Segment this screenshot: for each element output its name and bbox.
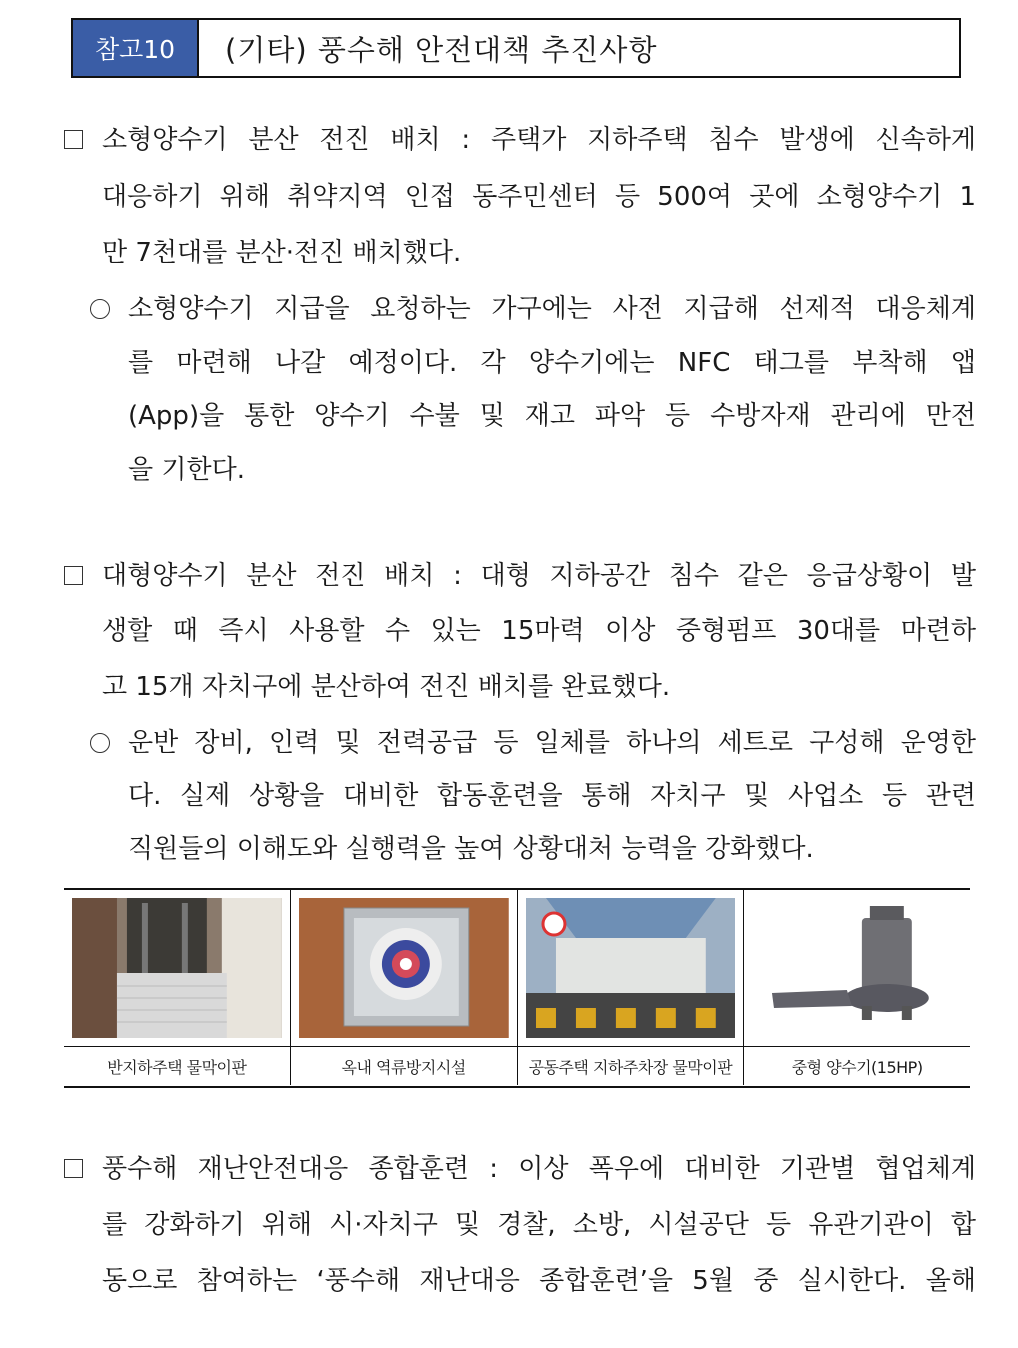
photo-caption: 공동주택 지하주차장 물막이판 [518,1047,745,1085]
section2-sub-line: 직원들의 이해도와 실행력을 높여 상황대처 능력을 강화했다. [128,834,814,864]
section2-line: 생할 때 즉시 사용할 수 있는 15마력 이상 중형펌프 30대를 마련하 [102,616,976,646]
photo-caption: 옥내 역류방지시설 [291,1047,518,1085]
photo-caption: 중형 양수기(15HP) [791,1057,923,1077]
section3-line: 동으로 참여하는 ‘풍수해 재난대응 종합훈련’을 5월 중 실시한다. 올해 [102,1266,976,1296]
reference-tag: 참고10 [73,20,199,76]
section1-line: 대응하기 위해 취약지역 인접 동주민센터 등 500여 곳에 소형양수기 1 [102,182,976,212]
section2-line: 대형양수기 분산 전진 배치 : 대형 지하공간 침수 같은 응급상황이 발 [102,561,976,591]
section2-line: 고 15개 자치구에 분산하여 전진 배치를 완료했다. [102,672,671,702]
photo-caption: 반지하주택 물막이판 [64,1047,291,1085]
page-title: (기타) 풍수해 안전대책 추진사항 [225,32,658,67]
photo-cell [744,890,970,1046]
section1-sub-line: (App)을 통한 양수기 수불 및 재고 파악 등 수방자재 관리에 만전 [128,401,976,431]
photo-cell [64,890,291,1046]
section3-line: 풍수해 재난안전대응 종합훈련 : 이상 폭우에 대비한 기관별 협업체계 [102,1154,976,1184]
section2-sub-line: 다. 실제 상황을 대비한 합동훈련을 통해 자치구 및 사업소 등 관련 [128,781,976,811]
section3-line: 를 강화하기 위해 시·자치구 및 경찰, 소방, 시설공단 등 유관기관이 합 [102,1210,976,1240]
flood-barrier-basement-photo [72,898,282,1038]
section1-line: 만 7천대를 분산·전진 배치했다. [102,238,462,268]
section1-line: 소형양수기 분산 전진 배치 : 주택가 지하주택 침수 발생에 신속하게 [102,125,976,155]
backflow-prevention-photo [299,898,509,1038]
section2-sub-line: 운반 장비, 인력 및 전력공급 등 일체를 하나의 세트로 구성해 운영한 [128,728,976,758]
medium-pump-photo [752,898,962,1038]
section1-sub-line: 를 마련해 나갈 예정이다. 각 양수기에는 NFC 태그를 부착해 앱 [128,348,976,378]
photo-table [64,888,970,1088]
photo-cell [518,890,745,1046]
section1-sub-line: 소형양수기 지급을 요청하는 가구에는 사전 지급해 선제적 대응체계 [128,294,976,324]
photo-cell [291,890,518,1046]
section1-sub-line: 을 기한다. [128,455,245,485]
section-title-box [71,18,961,78]
parking-flood-barrier-photo [526,898,736,1038]
